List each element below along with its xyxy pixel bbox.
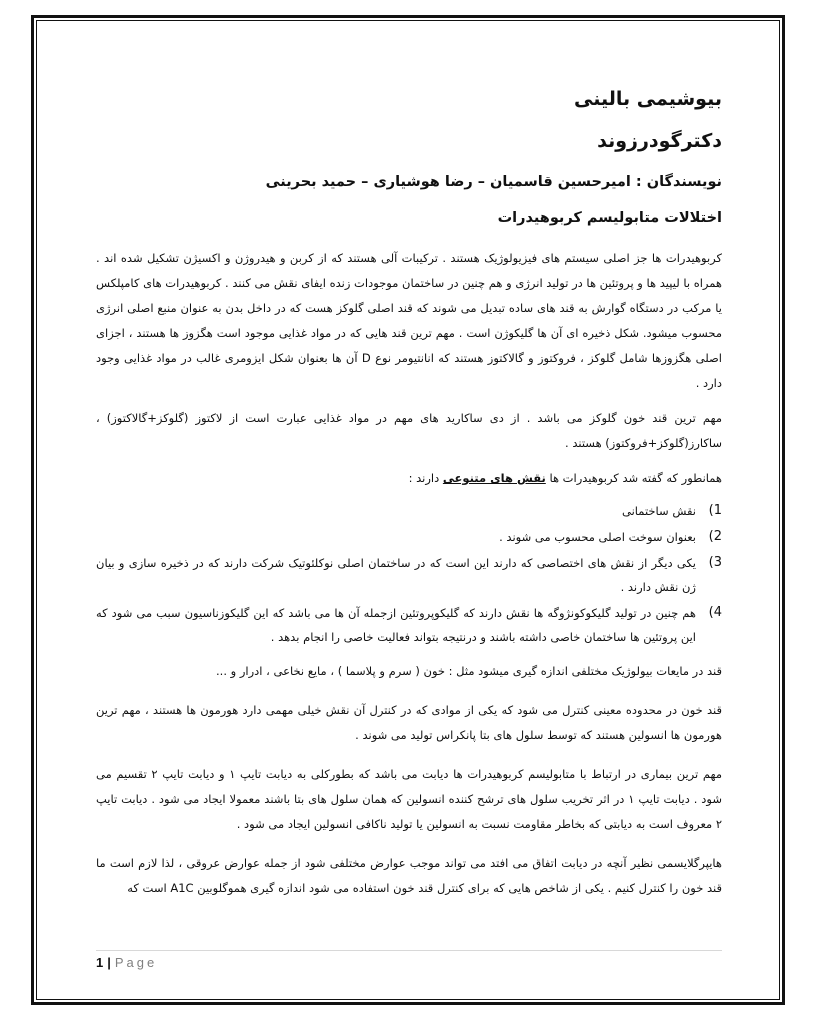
roles-intro-text: همانطور که گفته شد کربوهیدرات ها [545,471,722,485]
authors-line: نویسندگان : امیرحسین قاسمیان – رضا هوشیاری – حمید بحرینی [265,174,722,190]
roles-list [96,499,722,649]
list-item [96,601,722,649]
document-title: بیوشیمی بالینی [574,88,722,110]
roles-intro-tail: دارند : [408,471,443,485]
page-label: Page [114,955,158,970]
document-body [96,80,722,901]
footer-separator: | [107,955,111,970]
paragraph-intro: کربوهیدرات ها جز اصلی سیستم های فیزیولوژیک هستند . ترکیبات آلی هستند که از کربن و هیدروژن و اکسیژن تشکیل شده اند . همراه با لیپید ها و پروتئین ها در تولید انرژی و هم چنین در ساختمان موجودات زنده ایفای نقش می کنند . کربوهیدرات های کامپلکس یا مرکب در دستگاه گوارش به قند های ساده تبدیل می شوند که قند اصلی گلوکز هست که در داخل بدن به عنوان منبع اصلی انرژی محسوب میشود. شکل ذخیره ای آن ها گلیکوژن است . مهم ترین قند هایی که در مواد غذایی موجود است هگزوز ها هستند ، اجزای اصلی هگزوزها شامل گلوکز ، فروکتوز و گالاکتوز هستند که انانتیومر نوع D آن ها بعنوان شکل ایزومری غالب در مواد غذایی وجود دارد . [95,251,722,390]
paragraph-blood-sugar: مهم ترین قند خون گلوکز می باشد . از دی ساکارید های مهم در مواد غذایی عبارت است از لاکتوز (گلوکز+گالاکتوز) ، ساکارز(گلوکز+فروکتوز) هستند . [96,411,722,450]
section-heading: اختلالات متابولیسم کربوهیدرات [497,210,722,226]
list-item-number: 2) [708,529,722,544]
list-item [96,499,722,523]
paragraph-diabetes: مهم ترین بیماری در ارتباط با متابولیسم کربوهیدرات ها دیابت می باشد که بطورکلی به دیابت تایپ ۱ و دیابت تایپ ۲ تقسیم می شود . دیابت تایپ ۱ در اثر تخریب سلول های ترشح کننده انسولین که همان سلول های بتا باشند معمولا ایجاد می شود . دیابت تایپ ۲ معروف است به دیابتی که بخاطر مقاومت نسبت به انسولین یا تولید ناکافی انسولین ایجاد می شود . [96,767,723,831]
list-item-text: نقش ساختمانی [622,504,696,518]
footer-divider [96,950,722,951]
list-item-number: 1) [708,503,722,518]
roles-emphasis: نقش های متنوعی [442,471,546,485]
list-item-text: هم چنین در تولید گلیکوکونژوگه ها نقش دارند که گلیکوپروتئین ازجمله آن ها می باشد که این گلیکوزناسیون سبب می شود که این پروتئین ها ساختمان خاصی داشته باشند و درنتیجه بتواند فعالیت خاصی را انجام بدهد . [96,606,696,644]
paragraph-roles-intro [96,466,722,491]
list-item-text: یکی دیگر از نقش های اختصاصی که دارند این است که در ساختمان اصلی نوکلئوتیک شرکت دارند که در ذخیره سازی و بیان ژن نقش دارند . [96,556,696,594]
paragraph-hyperglycemia: هایپرگلایسمی نظیر آنچه در دیابت اتفاق می افتد می تواند موجب عوارض مختلفی شود از جمله عوارض عروقی ، لذا لازم است ما قند خون را کنترل کنیم . یکی از شاخص هایی که برای کنترل قند خون استفاده می شود اندازه گیری هموگلوبین A1C است که [96,856,722,895]
paragraph-fluids: قند در مایعات بیولوژیک مختلفی اندازه گیری میشود مثل : خون ( سرم و پلاسما ) ، مایع نخاعی ، ادرار و ... [216,664,722,678]
page-footer [96,955,157,970]
list-item-number: 3) [708,555,722,570]
list-item-number: 4) [708,605,722,620]
list-item [96,551,722,599]
list-item [96,525,722,549]
instructor-name: دکترگودرزوند [597,130,722,152]
paragraph-range: قند خون در محدوده معینی کنترل می شود که یکی از موادی که در کنترل آن نقش خیلی مهمی دارد هورمون ها هستند ، مهم ترین هورمون ها انسولین هستند که توسط سلول های بتا پانکراس تولید می شوند . [96,703,722,742]
list-item-text: بعنوان سوخت اصلی محسوب می شوند . [499,530,696,544]
page-number: 1 [96,955,104,970]
